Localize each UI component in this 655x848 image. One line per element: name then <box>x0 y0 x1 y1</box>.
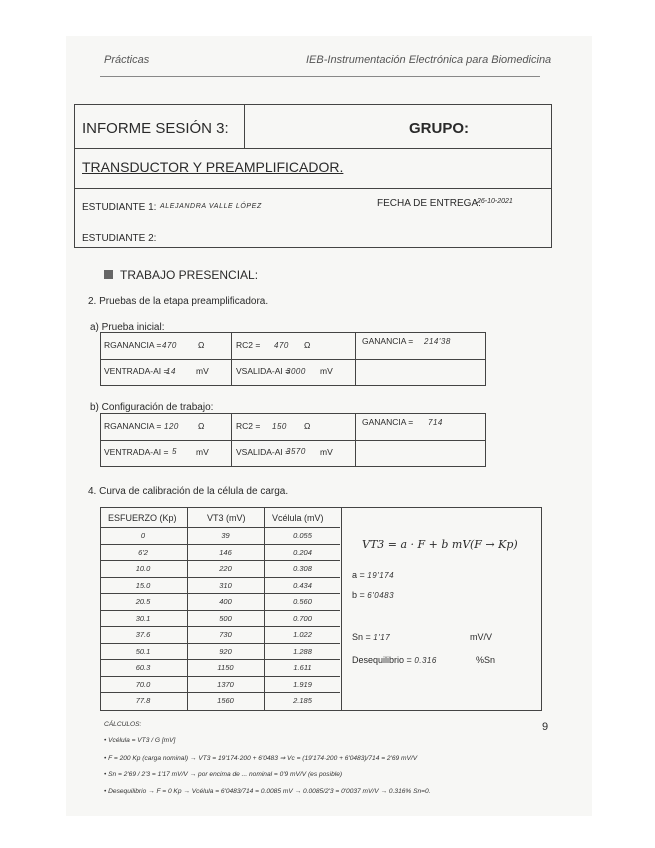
calib-cell: 920 <box>219 646 232 656</box>
param-a-label: a = <box>352 570 365 580</box>
imbalance-label: Desequilibrio = <box>352 655 412 665</box>
due-date-value: 26-10-2021 <box>477 198 513 205</box>
calib-cell: 0.204 <box>293 547 312 557</box>
test-b-rc2-label: RC2 = <box>236 421 261 431</box>
calib-cell: 1.919 <box>293 679 312 689</box>
test-b-gain-value: 714 <box>428 418 443 427</box>
test-b-vin-unit: mV <box>196 447 209 457</box>
test-b-vout-label: VSALIDA-AI = <box>236 447 291 457</box>
test-b-vin-value: 5 <box>172 447 177 456</box>
calib-row-divider <box>100 577 340 578</box>
due-date-label: FECHA DE ENTREGA: <box>377 198 481 209</box>
header-divider <box>100 76 540 77</box>
calib-cell: 0.434 <box>293 580 312 590</box>
test-b-gain-label: GANANCIA = <box>362 417 414 427</box>
calib-cell: 0.560 <box>293 597 312 606</box>
calib-row-divider <box>100 676 340 677</box>
calibration-equation: VT3 = a · F + b mV <box>362 538 471 551</box>
calib-cell: 0 <box>140 531 146 540</box>
calib-cell: 1560 <box>217 696 234 705</box>
calib-cell: 77.8 <box>135 696 151 705</box>
param-b-value: 6'0483 <box>367 591 395 600</box>
test-a-vin-value: 14 <box>166 367 176 376</box>
test-a-rgan-label: RGANANCIA = <box>104 340 162 350</box>
sensitivity <box>352 632 390 642</box>
calib-cell: 1150 <box>217 663 234 672</box>
calib-cell: 0.308 <box>293 564 312 573</box>
calc-line-2: • F = 200 Kp (carga nominal) → VT3 = 19'174·200 + 6'0483 ⇒ Vc = (19'174·200 + 6'0483)/714 = 2'69 mV/V <box>104 755 418 762</box>
calc-title: CÁLCULOS: <box>104 721 142 728</box>
test-b-vout-unit: mV <box>320 447 333 457</box>
calib-cell: 0.055 <box>293 531 312 540</box>
calib-cell: 220 <box>219 564 232 573</box>
test-b-rgan-value: 120 <box>164 422 179 431</box>
calib-cell: 2.185 <box>293 696 312 705</box>
calib-header-vt3: VT3 (mV) <box>207 513 246 523</box>
sensitivity-unit: mV/V <box>470 632 493 642</box>
section-bullet-icon <box>104 270 113 279</box>
calib-cell: 500 <box>219 613 232 623</box>
calib-cell: 50.1 <box>135 646 151 656</box>
imbalance <box>352 655 437 665</box>
imbalance-value: 0.316 <box>414 656 437 665</box>
calib-cell: 37.6 <box>135 630 151 639</box>
sensitivity-label: Sn = <box>352 632 371 642</box>
section-heading: TRABAJO PRESENCIAL: <box>120 268 259 282</box>
calib-row-divider <box>100 643 340 644</box>
calc-line-3: • Sn = 2'69 / 2'3 = 1'17 mV/V → por encima de ... nominal = 0'9 mV/V (es posible) <box>104 771 343 778</box>
calib-cell: 39 <box>221 531 230 540</box>
test-a-rc2-value: 470 <box>274 341 289 350</box>
sensitivity-value: 1'17 <box>373 633 391 642</box>
calib-header-force: ESFUERZO (Kp) <box>108 513 177 523</box>
calib-row-divider <box>100 626 340 627</box>
calib-row-divider <box>100 560 340 561</box>
calib-cell: 10.0 <box>135 564 151 573</box>
header-right: IEB-Instrumentación Electrónica para Biomedicina <box>306 54 552 66</box>
test-a-vout-label: VSALIDA-AI = <box>236 366 291 376</box>
calibration-equation-note: (F → Kp) <box>470 538 518 551</box>
calib-header-vcell: Vcélula (mV) <box>272 513 324 523</box>
calib-cell: 15.0 <box>135 580 151 590</box>
param-b-label: b = <box>352 590 365 600</box>
calib-row-divider <box>100 659 340 660</box>
calib-cell: 20.5 <box>135 597 151 606</box>
calib-cell: 60.3 <box>135 663 151 672</box>
calib-row-divider <box>100 593 340 594</box>
calib-cell: 310 <box>219 580 232 590</box>
param-b <box>352 590 394 600</box>
calib-cell: 30.1 <box>135 613 151 623</box>
calc-line-4: • Desequilibrio → F = 0 Kp → Vcélula = 6'0483/714 = 0.0085 mV → 0.0085/2'3 = 0'0037 mV/V → 0.316% Sn=0. <box>104 788 431 795</box>
header-left: Prácticas <box>104 54 150 66</box>
test-a-rc2-label: RC2 = <box>236 340 261 350</box>
param-a <box>352 570 394 580</box>
calib-cell: 146 <box>219 547 232 557</box>
calib-cell: 70.0 <box>135 679 151 689</box>
test-a-rgan-unit: Ω <box>198 340 205 350</box>
student2-label: ESTUDIANTE 2: <box>82 233 157 244</box>
calib-row-divider <box>100 692 340 693</box>
test-b-rgan-unit: Ω <box>198 421 205 431</box>
test-b-rc2-value: 150 <box>272 422 287 431</box>
calib-cell: 1.288 <box>293 646 312 656</box>
calib-cell: 1.022 <box>293 630 312 639</box>
calib-row-divider <box>100 610 340 611</box>
test-a-rc2-unit: Ω <box>304 340 311 350</box>
calib-header-divider <box>100 527 340 528</box>
test-b-vout-value: 3570 <box>286 447 306 456</box>
page-number: 9 <box>542 721 549 733</box>
test-a-vin-label: VENTRADA-AI = <box>104 366 169 376</box>
section-2-title: 2. Pruebas de la etapa preamplificadora. <box>88 296 269 307</box>
test-a-gain-label: GANANCIA = <box>362 336 414 346</box>
calib-cell: 1370 <box>217 679 234 689</box>
calib-cell: 0.700 <box>293 613 312 623</box>
section-4-title: 4. Curva de calibración de la célula de carga. <box>88 486 289 497</box>
test-a-rgan-value: 470 <box>162 341 177 350</box>
test-a-title: a) Prueba inicial: <box>90 322 165 333</box>
calib-cell: 1.611 <box>293 663 312 672</box>
imbalance-unit: %Sn <box>476 655 496 665</box>
student1-value: ALEJANDRA VALLE LÓPEZ <box>160 203 262 210</box>
calib-cell: 6'2 <box>138 547 148 557</box>
test-b-rgan-label: RGANANCIA = <box>104 421 162 431</box>
test-b-rc2-unit: Ω <box>304 421 311 431</box>
calib-cell: 730 <box>219 630 232 639</box>
test-a-vout-value: 3000 <box>286 367 306 376</box>
report-subtitle: TRANSDUCTOR Y PREAMPLIFICADOR. <box>82 159 344 175</box>
calib-cell: 400 <box>219 597 232 606</box>
group-label: GRUPO: <box>409 120 469 137</box>
calib-row-divider <box>100 544 340 545</box>
student1-label: ESTUDIANTE 1: <box>82 202 157 213</box>
test-a-gain-value: 214'38 <box>424 337 451 346</box>
test-b-title: b) Configuración de trabajo: <box>90 402 214 413</box>
test-a-vin-unit: mV <box>196 366 209 376</box>
test-a-vout-unit: mV <box>320 366 333 376</box>
param-a-value: 19'174 <box>367 571 395 580</box>
calc-line-1: • Vcélula = VT3 / G [mV] <box>104 737 176 744</box>
report-title: INFORME SESIÓN 3: <box>82 120 229 137</box>
test-b-vin-label: VENTRADA-AI = <box>104 447 169 457</box>
report-title-divider <box>244 105 245 148</box>
